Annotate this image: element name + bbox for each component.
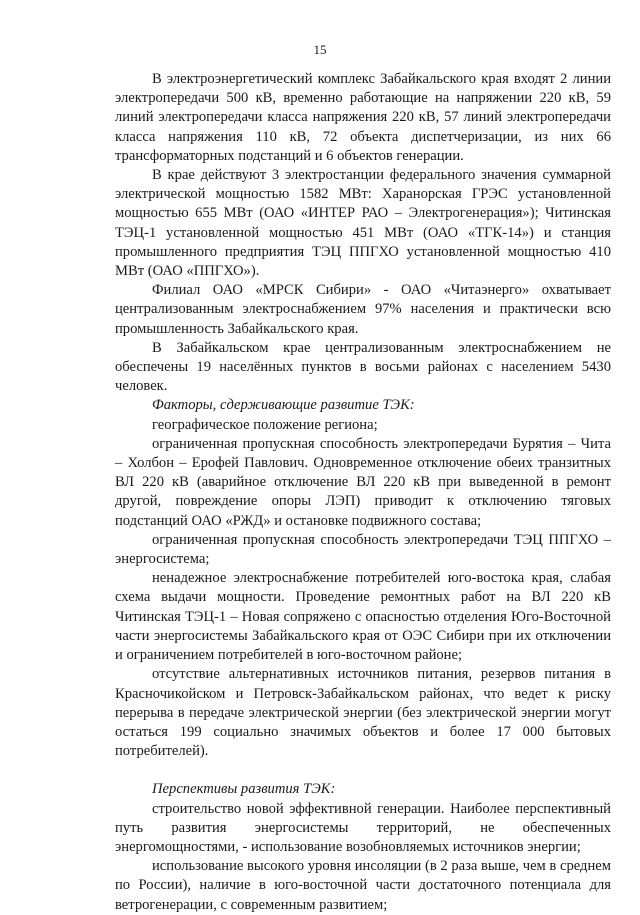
page-number: 15 — [313, 42, 327, 57]
factor-item: ограниченная пропускная способность электропередачи ТЭЦ ППГХО – энергосистема; — [115, 531, 611, 568]
document-body — [115, 70, 611, 915]
factor-item: отсутствие альтернативных источников питания, резервов питания в Красночикойском и Петровск-Забайкальском районах, что ведет к риску перерыва в передаче электрической энергии (без электрической энергии могут остаться 199 социально значимых объектов и более 17 000 бытовых потребителей). — [115, 666, 611, 760]
factor-item: географическое положение региона; — [152, 416, 378, 433]
paragraph-unelectrified: В Забайкальском крае централизованным электроснабжением не обеспечены 19 населённых пунктов в восьми районах с населением 5430 человек. — [115, 339, 611, 395]
factor-item: ненадежное электроснабжение потребителей юго-востока края, слабая схема выдачи мощности. Проведение ремонтных работ на ВЛ 220 кВ Читинская ТЭЦ-1 – Новая сопряжено с опасностью отделения Юго-Восточной части энергосистемы Забайкальского края от ОЭС Сибири при их отключении и ограничением потребителей в юго-восточном районе; — [115, 570, 611, 664]
prospect-item: использование высокого уровня инсоляции (в 2 раза выше, чем в среднем по России), наличие в юго-восточной части достаточного потенциала для ветрогенерации, с современным развитием; — [115, 858, 611, 913]
spacer — [115, 761, 611, 780]
prospect-item: строительство новой эффективной генерации. Наиболее перспективный путь развития энергосистемы территорий, не обеспеченных энергомощностями, - использование возобновляемых источников энергии; — [115, 800, 611, 855]
heading-prospects: Перспективы развития ТЭК: — [152, 781, 336, 798]
paragraph-power-plants: В крае действуют 3 электростанции федерального значения суммарной электрической мощностью 1582 МВт: Харанорская ГРЭС установленной мощностью 655 МВт (ОАО «ИНТЕР РАО – Электрогенерация»); Читинская ТЭЦ-1 установленной мощностью 451 МВт (ОАО «ТГК-14») и станция промышленного предприятия ТЭЦ ППГХО установленной мощностью 410 МВт (ОАО «ППГХО»). — [115, 167, 611, 280]
paragraph-power-grid: В электроэнергетический комплекс Забайкальского края входят 2 линии электропередачи 500 кВ, временно работающие на напряжении 220 кВ, 59 линий электропередачи класса напряжения 220 кВ, 57 линий электропередачи класса напряжения 110 кВ, 72 объекта диспетчеризации, из них 66 трансформаторных подстанций и 6 объектов генерации. — [115, 71, 611, 164]
heading-factors: Факторы, сдерживающие развитие ТЭК: — [152, 397, 415, 414]
paragraph-mrsk-siberia: Филиал ОАО «МРСК Сибири» - ОАО «Читаэнерго» охватывает централизованным электроснабжением 97% населения и практически всю промышленность Забайкальского края. — [115, 282, 611, 337]
factor-item: ограниченная пропускная способность электропередачи Бурятия – Чита – Холбон – Ерофей Павлович. Одновременное отключение обеих транзитных ВЛ 220 кВ (аварийное отключение ВЛ 220 кВ при выведенной в ремонт другой, повреждение опоры ЛЭП) приводит к отключению тяговых подстанций ОАО «РЖД» и остановке подвижного состава; — [115, 435, 611, 529]
